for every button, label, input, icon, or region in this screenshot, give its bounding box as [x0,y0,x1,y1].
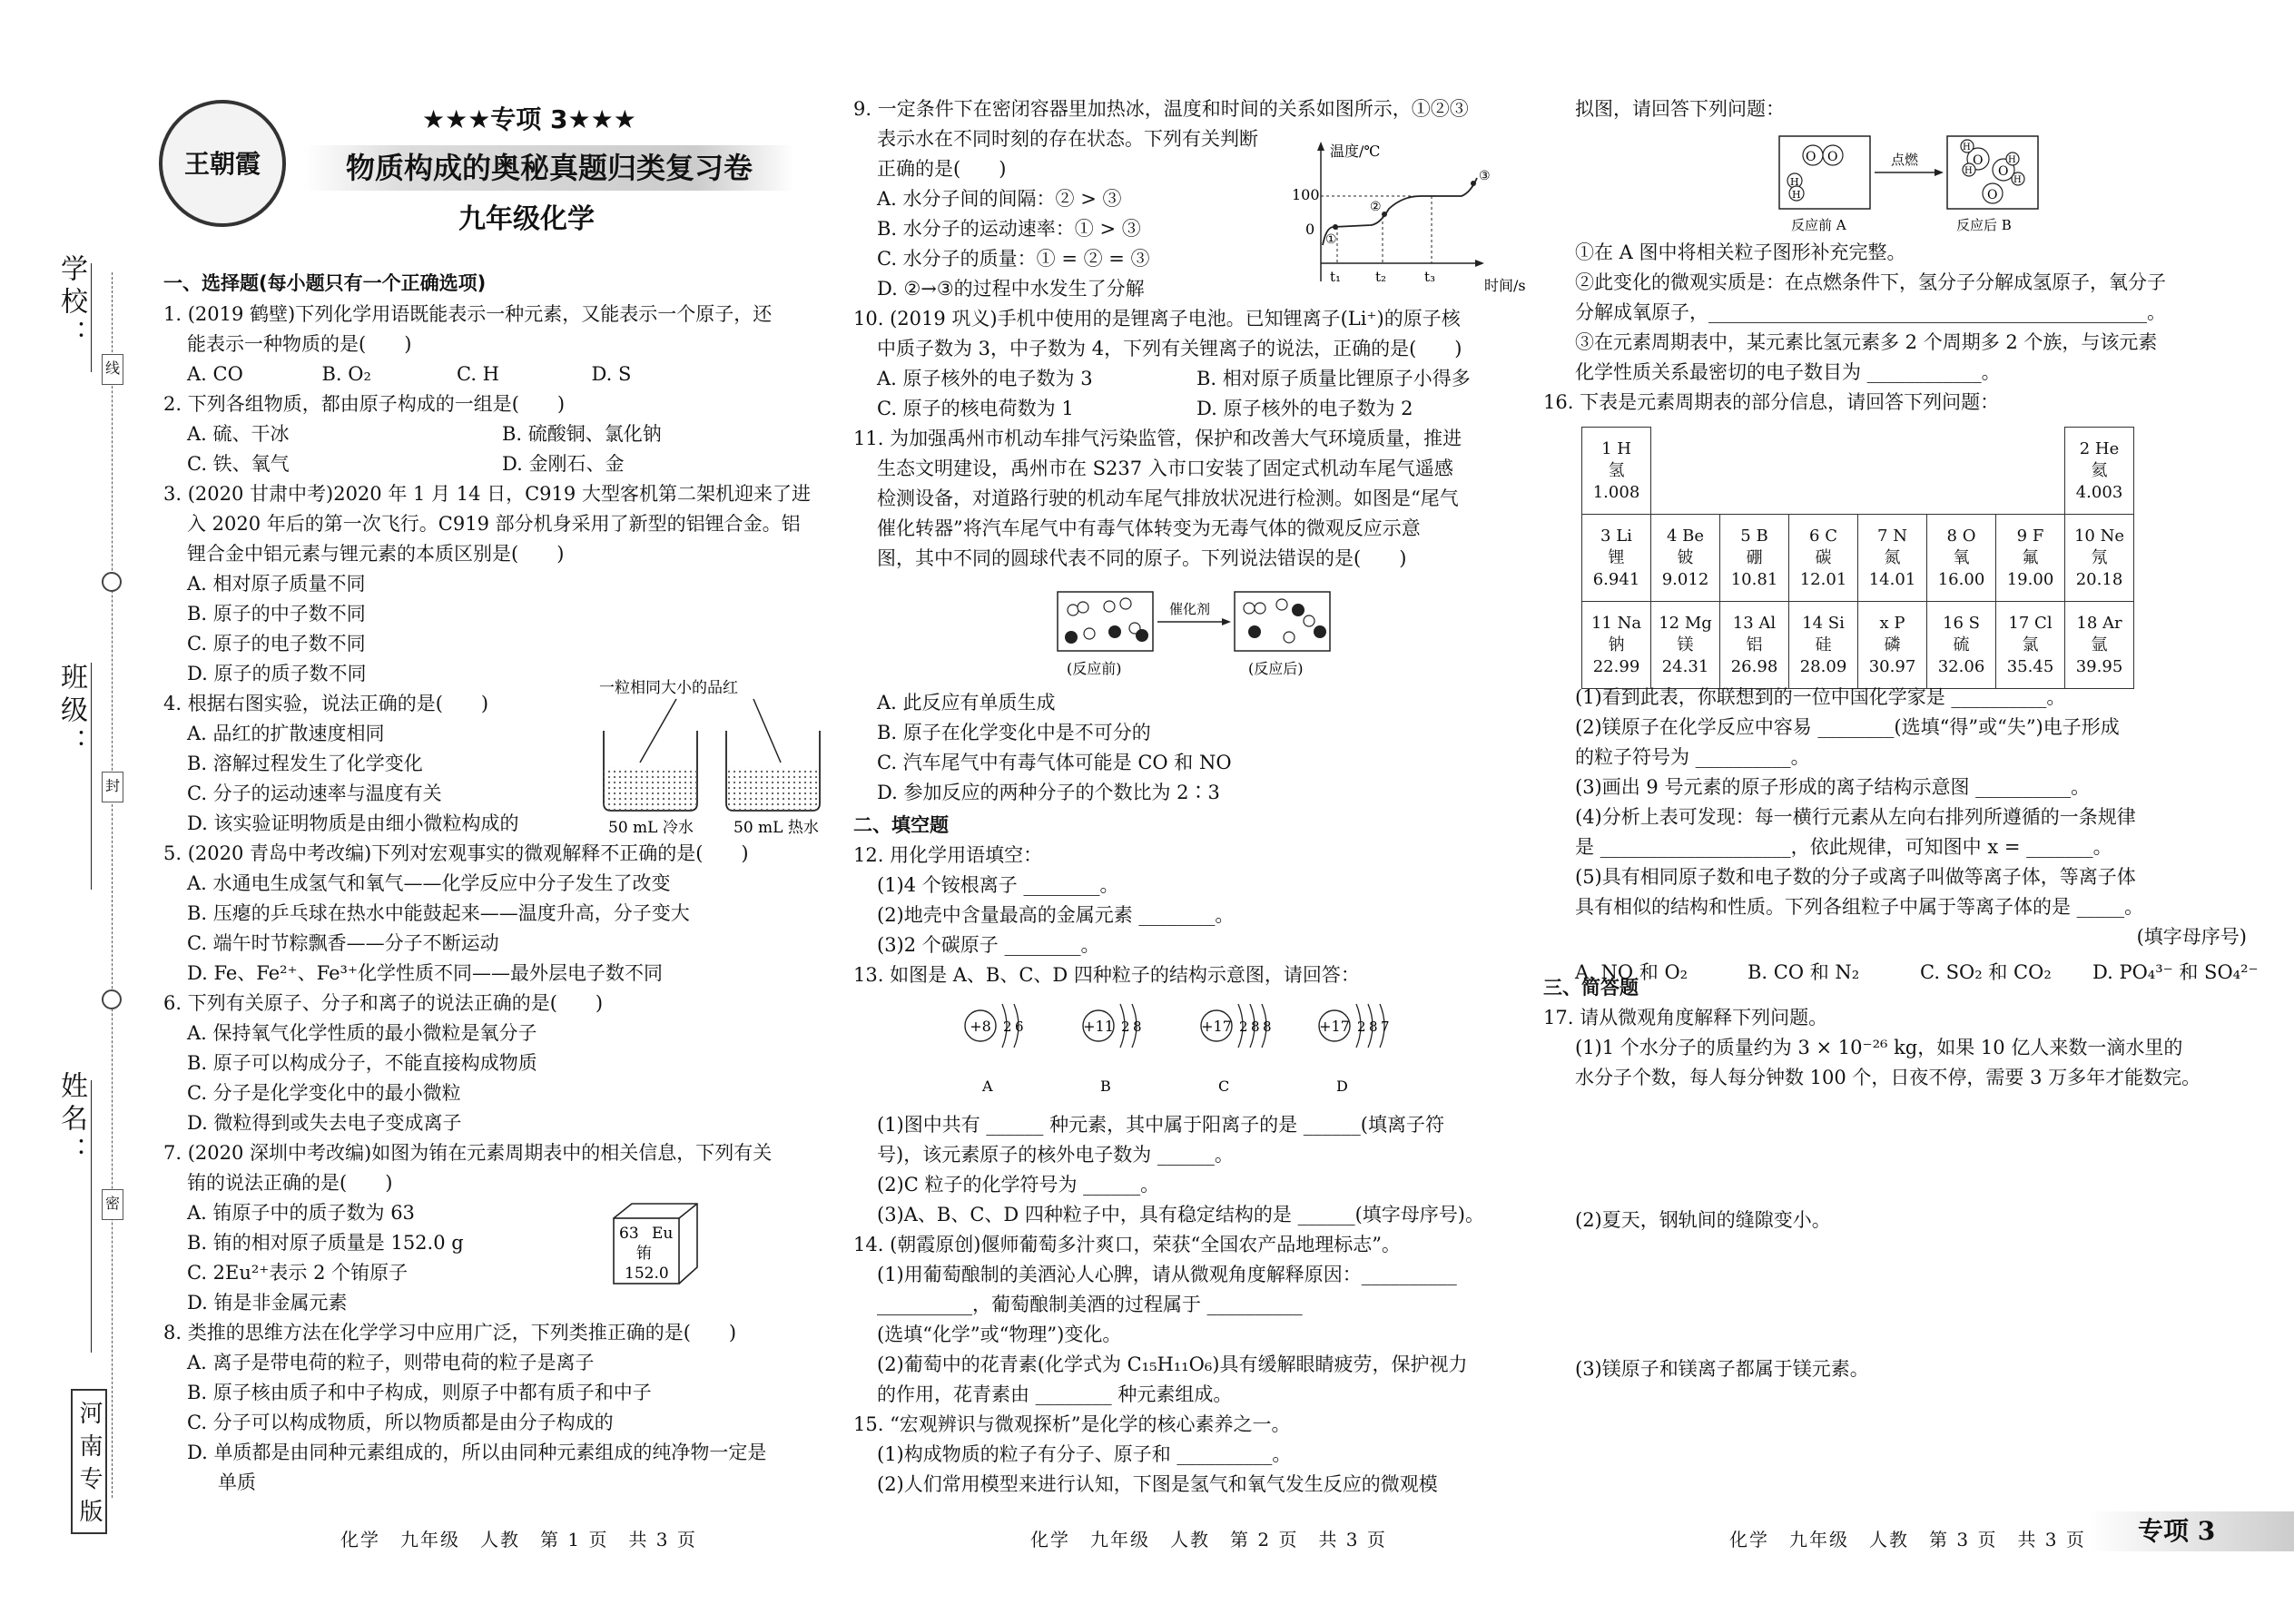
section-fill-title: 二、填空题 [853,814,949,836]
brand-logo: 王朝霞 [159,100,286,227]
element-cell: x P 磷 30.97 [1858,602,1927,689]
option[interactable]: A. 离子是带电荷的粒子，则带电荷的粒子是离子 [187,1352,595,1373]
page-header [154,91,808,272]
atom-diagram [1319,1004,1390,1095]
option[interactable]: B. 硫酸铜、氯化钠 [502,423,662,445]
question-16: 16. 下表是元素周期表的部分信息，请回答下列问题： [1543,391,2000,413]
binding-hole-icon [102,572,122,592]
svg-text:铕: 铕 [636,1245,652,1263]
empty-cell [1651,428,1720,515]
element-cell: 8 O 氧 16.00 [1927,515,1996,602]
electron-count: 6 [1015,1019,1024,1035]
option[interactable]: A. CO [187,363,243,385]
question-3: 3. (2020 甘肃中考)2020 年 1 月 14 日，C919 大型客机第二架机迎来了进 入 2020 年后的第一次飞行。C919 部分机身采用了新型的铝锂合金。铝 锂合金中铝元素与锂元素的本质区别是( ) A. 相对原子质量不同 B. 原子的中子数不同 C. 原子的电子数不同 D. 原子的质子数不同 [163,479,817,689]
svg-text:反应后 B: 反应后 B [1956,217,2012,233]
catalytic-reaction-figure [1053,581,1334,681]
question-17-2: (2)夏天，钢轨间的缝隙变小。 [1575,1209,1831,1231]
element-cell: 11 Na 钠 22.99 [1582,602,1651,689]
option[interactable]: A. 硫、干冰 [187,423,290,445]
binding-strip [0,0,154,1624]
option[interactable]: D. S [591,363,632,385]
page-title: 物质构成的奥秘真题归类复习卷 [304,145,794,191]
fill-blank[interactable]: (1)用葡萄酿制的美酒沁人心脾，请从微观角度解释原因：__________ [877,1264,1457,1285]
question-14: 14. (朝霞原创)偃师葡萄多汁爽口，荣获“全国农产品地理标志”。 (1)用葡萄酿制的美酒沁人心脾，请从微观角度解释原因：__________ __________，葡萄酿制美酒的过程属于 __________ (选填“化学”或“物理”)变化。 (2)葡萄中的花青素(化学式为 C₁₅H₁₁O₆)具有缓解眼睛疲劳，保护视力 的作用，花青素由 ________ 种元素组成。 [853,1230,1516,1410]
question-11: 11. 为加强禹州市机动车排气污染监管，保护和改善大气环境质量，推进 生态文明建设，禹州市在 S237 入市口安装了固定式机动车尾气遥感 检测设备，对道路行驶的机动车尾气排放状况进行检测。如图是“尾气 催化转器”将汽车尾气中有毒气体转变为无毒气体的微观反应示意 图，其中不同的圆球代表不同的原子。下列说法错误的是( ) [853,428,1462,569]
empty-cell [1927,428,1996,515]
option[interactable]: C. 分子的运动速率与温度有关 [187,782,442,804]
option[interactable]: B. 水分子的运动速率：① > ③ [877,218,1141,240]
element-cell: 2 He 氦 4.003 [2065,428,2134,515]
option[interactable]: B. 相对原子质量比锂原子小得多 [1196,368,1471,389]
element-cell: 4 Be 铍 9.012 [1651,515,1720,602]
class-blank [91,663,92,890]
atom-label: D [1336,1078,1348,1095]
svg-text:63: 63 [619,1225,639,1243]
element-cell: 14 Si 硅 28.09 [1789,602,1858,689]
option[interactable]: D. Fe、Fe²⁺、Fe³⁺化学性质不同——最外层电子数不同 [187,962,663,984]
option[interactable]: D. PO₄³⁻ 和 SO₄²⁻ [2092,961,2259,983]
option[interactable]: B. 溶解过程发生了化学变化 [187,753,423,774]
nucleus-label: +11 [1083,1018,1114,1035]
fill-blank[interactable]: (1)构成物质的粒子有分子、原子和 __________。 [877,1443,1292,1465]
fill-blank[interactable]: (2)地壳中含量最高的金属元素 ________。 [877,904,1235,926]
fill-blank[interactable]: 分解成氧原子，______________________________________________。 [1575,301,2166,323]
element-cell: 9 F 氟 19.00 [1996,515,2065,602]
element-cell: 17 Cl 氯 35.45 [1996,602,2065,689]
option[interactable]: B. O₂ [321,363,371,385]
atom-label: A [982,1078,993,1095]
option[interactable]: C. 汽车尾气中有毒气体可能是 CO 和 NO [877,752,1232,773]
electron-count: 2 [1239,1019,1248,1035]
svg-text:H: H [2008,155,2016,165]
element-cell: 7 N 氮 14.01 [1858,515,1927,602]
electron-count: 2 [1357,1019,1366,1035]
nucleus-label: +17 [1319,1018,1350,1035]
fill-blank[interactable]: 化学性质关系最密切的电子数目为 ____________。 [1575,361,2001,383]
electron-count: 2 [1121,1019,1130,1035]
option[interactable]: C. 原子的电子数不同 [187,633,366,655]
option[interactable]: B. 压瘪的乒乓球在热水中能鼓起来——温度升高，分子变大 [187,902,690,924]
option[interactable]: B. 铕的相对原子质量是 152.0 g [187,1232,464,1254]
svg-text:①: ① [1325,232,1337,247]
option[interactable]: D. 原子核外的电子数为 2 [1196,398,1413,419]
svg-text:(反应前): (反应前) [1067,660,1122,677]
empty-cell [1789,428,1858,515]
option[interactable]: B. 原子核由质子和中子构成，则原子中都有质子和中子 [187,1382,652,1403]
svg-text:反应前 A: 反应前 A [1791,217,1846,233]
diffusion-experiment-figure [590,676,835,835]
option[interactable]: C. 分子可以构成物质，所以物质都是由分子构成的 [187,1412,614,1433]
option[interactable]: B. 原子的中子数不同 [187,603,366,625]
svg-text:O: O [1973,153,1984,168]
electron-count: 8 [1133,1019,1142,1035]
periodic-row [1582,515,2134,602]
question-4: 4. 根据右图实验，说法正确的是( ) A. 品红的扩散速度相同 B. 溶解过程发生了化学变化 C. 分子的运动速率与温度有关 D. 该实验证明物质是由细小微粒构成的 [163,689,581,839]
svg-text:③: ③ [1479,169,1491,183]
cold-water-label: 50 mL 冷水 [608,819,694,837]
svg-text:H: H [1792,189,1801,201]
element-cell: 18 Ar 氩 39.95 [2065,602,2134,689]
special-label: ★★★专项 3★★★ [422,104,636,134]
heating-curve-line [1323,178,1477,245]
option[interactable]: D. 该实验证明物质是由细小微粒构成的 [187,812,519,834]
svg-text:O: O [1827,150,1838,164]
province-badge: 河南专版 [71,1389,107,1534]
fill-blank[interactable]: (1)4 个铵根离子 ________。 [877,874,1119,896]
option[interactable]: D. 微粒得到或失去电子变成离子 [187,1112,462,1134]
atom-diagram [1083,1004,1142,1095]
fill-blank[interactable]: (3)画出 9 号元素的原子形成的离子结构示意图 __________。 [1575,776,2091,798]
svg-text:O: O [1998,164,2009,179]
option[interactable]: C. 端午时节粽飘香——分子不断运动 [187,932,499,954]
question-15: 15. “宏观辨识与微观探析”是化学的核心素养之一。 (1)构成物质的粒子有分子、原子和 __________。 (2)人们常用模型来进行认知，下图是氢气和氧气发生反应的微观模 [853,1410,1516,1500]
periodic-table [1581,427,2134,689]
atom-label: C [1218,1078,1230,1095]
school-blank [91,263,92,372]
fill-blank[interactable]: (1)图中共有 ______ 种元素，其中属于阳离子的是 ______(填离子符 [877,1114,1444,1136]
corner-tag: 专项 3 [2088,1511,2294,1551]
option[interactable]: C. 分子是化学变化中的最小微粒 [187,1082,461,1104]
option[interactable]: A. 铕原子中的质子数为 63 [187,1202,415,1224]
binding-hole-icon [102,989,122,1009]
fill-blank[interactable]: (2)C 粒子的化学符号为 ______。 [877,1174,1160,1196]
svg-text:H: H [1790,176,1799,188]
fill-blank[interactable]: ①在 A 图中将相关粒子图形补充完整。 [1575,241,1906,263]
empty-cell [1720,428,1789,515]
question-11-options [853,688,1516,808]
element-cell: 12 Mg 镁 24.31 [1651,602,1720,689]
question-13-items: (1)图中共有 ______ 种元素，其中属于阳离子的是 ______(填离子符 号)，该元素原子的核外电子数为 ______。 (2)C 粒子的化学符号为 ______。 (3)A、B、C、D 四种粒子中，具有稳定结构的是 ______(填字母序号)。 [853,1110,1516,1230]
electron-count: 2 [1003,1019,1012,1035]
option[interactable]: D. 参加反应的两种分子的个数比为 2∶3 [877,782,1220,803]
option[interactable]: A. 水分子间的间隔：② > ③ [877,188,1122,210]
binding-mark-line: 线 [102,354,123,385]
europium-cell-figure [606,1198,706,1289]
question-8: 8. 类推的思维方法在化学学习中应用广泛，下列类推正确的是( ) A. 离子是带电荷的粒子，则带电荷的粒子是离子 B. 原子核由质子和中子构成，则原子中都有质子和中子 C. 分子可以构成物质，所以物质都是由分子构成的 D. 单质都是由同种元素组成的，所以由同种元素组成的纯净物一定是 单质 [163,1318,826,1498]
question-1: 1. (2019 鹤壁)下列化学用语既能表示一种元素，又能表示一个原子，还 能表示一种物质的是( ) A. CO B. O₂ C. H D. S [163,300,817,389]
element-cell: 3 Li 锂 6.941 [1582,515,1651,602]
question-16-items: (1)看到此表，你联想到的一位中国化学家是 __________。 (2)镁原子在化学反应中容易 ________(选填“得”或“失”)电子形成 的粒子符号为 __________。 (3)画出 9 号元素的原子形成的离子结构示意图 __________。 (4)分析上表可发现：每一横行元素从左向右排列所遵循的一条规律 是 ____________________，依此规律，可知图中 x = _______。 (5)具有相同原子数和电子数的分子或离子叫做等离子体，等离子体 具有相似的结构和性质。下列各组粒子中属于等离子体的是 _____。 (填字母序号) A. NO 和 O₂ B. CO 和 N₂ C. SO₂ 和 CO₂ D. PO₄³⁻ 和 SO₄²⁻ [1575,683,2265,988]
atom-structure-figure [953,989,1462,1098]
fill-blank[interactable]: (3)2 个碳原子 ________。 [877,934,1100,956]
question-13: 13. 如图是 A、B、C、D 四种粒子的结构示意图，请回答： [853,964,1360,986]
binding-mark-secret: 密 [102,1189,123,1220]
atom-diagram [1201,1004,1272,1095]
option[interactable]: A. NO 和 O₂ [1575,961,1689,983]
option[interactable]: D. 铕是非金属元素 [187,1292,348,1314]
svg-text:(反应后): (反应后) [1248,660,1304,677]
ignite-label: 点燃 [1891,152,1919,168]
option[interactable]: C. 2Eu²⁺表示 2 个铕原子 [187,1262,409,1284]
fill-blank[interactable]: 具有相似的结构和性质。下列各组粒子中属于等离子体的是 _____。 [1575,896,2144,918]
option[interactable]: A. 原子核外的电子数为 3 [877,368,1093,389]
nucleus-label: +8 [970,1018,991,1035]
element-cell: 5 B 硼 10.81 [1720,515,1789,602]
heating-curve-figure [1275,136,1526,300]
fill-blank[interactable]: (3)A、B、C、D 四种粒子中，具有稳定结构的是 ______(填字母序号)。 [877,1204,1484,1225]
section-short-answer-title: 三、简答题 [1543,977,1639,999]
option[interactable]: D. 原子的质子数不同 [187,663,367,684]
svg-text:②: ② [1370,200,1382,214]
option[interactable]: A. 品红的扩散速度相同 [187,723,385,744]
question-17-3: (3)镁原子和镁离子都属于镁元素。 [1575,1358,1869,1380]
electron-count: 7 [1381,1019,1390,1035]
element-cell: 16 S 硫 32.06 [1927,602,1996,689]
electron-count: 8 [1263,1019,1272,1035]
svg-text:Eu: Eu [652,1225,674,1243]
element-cell: 6 C 碳 12.01 [1789,515,1858,602]
empty-cell [1996,428,2065,515]
option[interactable]: C. SO₂ 和 CO₂ [1920,961,2052,983]
question-5: 5. (2020 青岛中考改编)下列对宏观事实的微观解释不正确的是( ) A. 水通电生成氢气和氧气——化学反应中分子发生了改变 B. 压瘪的乒乓球在热水中能鼓起来——温度升高，分子变大 C. 端午时节粽飘香——分子不断运动 D. Fe、Fe²⁺、Fe³⁺化学性质不同——最外层电子数不同 [163,839,826,989]
svg-text:O: O [1806,150,1816,164]
question-15-items: ①在 A 图中将相关粒子图形补充完整。 ②此变化的微观实质是：在点燃条件下，氢分子分解成氢原子，氧分子 分解成氧原子，______________________________________________。 ③在元素周期表中，某元素比氢元素多 2 个周期多 2 个族，与该元素 化学性质关系最密切的电子数目为 ____________。 [1575,238,2265,388]
option[interactable]: B. CO 和 N₂ [1748,961,1860,983]
svg-text:t₂: t₂ [1375,269,1387,285]
electron-count: 8 [1251,1019,1260,1035]
option[interactable]: D. 单质都是由同种元素组成的，所以由同种元素组成的纯净物一定是 [187,1442,767,1463]
svg-text:t₃: t₃ [1424,269,1436,285]
option[interactable]: C. H [457,363,499,385]
question-12: 12. 用化学用语填空： (1)4 个铵根离子 ________。 (2)地壳中含量最高的金属元素 ________。 (3)2 个碳原子 ________。 [853,841,1516,960]
element-cell: 10 Ne 氖 20.18 [2065,515,2134,602]
page-footer-2: 化学 九年级 人教 第 2 页 共 3 页 [1030,1529,1387,1550]
option[interactable]: B. 原子可以构成分子，不能直接构成物质 [187,1052,537,1074]
nucleus-label: +17 [1201,1018,1232,1035]
element-cell: 1 H 氢 1.008 [1582,428,1651,515]
question-17: 17. 请从微观角度解释下列问题。 (1)1 个水分子的质量约为 3 × 10⁻²⁶ kg，如果 10 亿人来数一滴水里的 水分子个数，每人每分钟数 100 个，日夜不停，需要 3 万多年才能数完。 [1543,1007,2201,1088]
option[interactable]: C. 铁、氧气 [187,453,290,475]
hydrogen-oxygen-reaction-figure [1775,132,2038,236]
svg-text:t₁: t₁ [1330,269,1342,285]
figure-caption: 一粒相同大小的品红 [599,679,738,697]
fill-blank[interactable]: (1)看到此表，你联想到的一位中国化学家是 __________。 [1575,686,2066,708]
electron-count: 8 [1369,1019,1378,1035]
school-label: 学校： [55,254,87,352]
name-blank [91,1080,92,1353]
question-6: 6. 下列有关原子、分子和离子的说法正确的是( ) A. 保持氧气化学性质的最小微粒是氧分子 B. 原子可以构成分子，不能直接构成物质 C. 分子是化学变化中的最小微粒 D. 微粒得到或失去电子变成离子 [163,989,817,1138]
page-subtitle: 九年级化学 [458,203,595,235]
atom-diagram [965,1004,1024,1095]
question-9: 9. 一定条件下在密闭容器里加热冰，温度和时间的关系如图所示，①②③ 表示水在不同时刻的存在状态。下列有关判断 正确的是( ) A. 水分子间的间隔：② > ③ B. 水分子的运动速率：① > ③ C. 水分子的质量：① = ② = ③ D. ②→③的过程中水发生了分解 [853,94,1516,304]
page-footer-3: 化学 九年级 人教 第 3 页 共 3 页 [1729,1529,2086,1550]
class-label: 班级： [55,663,87,761]
binding-dashed-line [112,272,113,1498]
option[interactable]: C. 原子的核电荷数为 1 [877,398,1074,419]
question-7: 7. (2020 深圳中考改编)如图为铕在元素周期表中的相关信息，下列有关 铕的说法正确的是( ) A. 铕原子中的质子数为 63 B. 铕的相对原子质量是 152.0 g C. 2Eu²⁺表示 2 个铕原子 D. 铕是非金属元素 [163,1138,826,1318]
svg-text:H: H [1963,143,1971,153]
option[interactable]: D. 金刚石、金 [502,453,625,475]
fill-blank[interactable]: 的作用，花青素由 ________ 种元素组成。 [877,1383,1233,1405]
svg-text:H: H [2013,175,2022,185]
option[interactable]: B. 原子在化学变化中是不可分的 [877,722,1151,743]
svg-text:100: 100 [1292,186,1320,203]
element-cell: 13 Al 铝 26.98 [1720,602,1789,689]
option[interactable]: D. ②→③的过程中水发生了分解 [877,278,1145,300]
question-15-cont: 拟图，请回答下列问题： [1575,98,1785,120]
option[interactable]: A. 保持氧气化学性质的最小微粒是氧分子 [187,1022,537,1044]
page-footer-1: 化学 九年级 人教 第 1 页 共 3 页 [340,1529,697,1550]
name-label: 姓名： [55,1071,87,1169]
fill-blank[interactable]: (2)镁原子在化学反应中容易 ________(选填“得”或“失”)电子形成 [1575,716,2120,738]
option[interactable]: A. 此反应有单质生成 [877,692,1056,714]
option[interactable]: C. 水分子的质量：① = ② = ③ [877,248,1150,270]
option[interactable]: A. 水通电生成氢气和氧气——化学反应中分子发生了改变 [187,872,671,894]
svg-text:H: H [1964,166,1973,176]
empty-cell [1858,428,1927,515]
option[interactable]: A. 相对原子质量不同 [187,573,366,595]
binding-mark-seal: 封 [102,772,123,802]
svg-text:O: O [1987,188,1998,202]
section-choice-title: 一、选择题(每小题只有一个正确选项) [163,272,487,294]
catalyst-label: 催化剂 [1169,601,1211,617]
atom-label: B [1100,1078,1111,1095]
question-10: 10. (2019 巩义)手机中使用的是锂离子电池。已知锂离子(Li⁺)的原子核 中质子数为 3，中子数为 4，下列有关锂离子的说法，正确的是( ) A. 原子核外的电子数为 3 B. 相对原子质量比锂原子小得多 C. 原子的核电荷数为 1 D. 原子核外的电子数为 2 [853,304,1516,424]
svg-text:152.0: 152.0 [625,1265,669,1283]
periodic-row [1582,428,2134,515]
hot-water-label: 50 mL 热水 [733,819,819,837]
x-axis-label: 时间/s [1484,277,1526,294]
svg-text:0: 0 [1305,221,1315,238]
fill-blank[interactable]: 是 ____________________，依此规律，可知图中 x = _______。 [1575,836,2112,858]
periodic-row [1582,602,2134,689]
y-axis-label: 温度/℃ [1330,143,1381,160]
question-2: 2. 下列各组物质，都由原子构成的一组是( ) A. 硫、干冰 B. 硫酸铜、氯化钠 C. 铁、氧气 D. 金刚石、金 [163,389,817,479]
